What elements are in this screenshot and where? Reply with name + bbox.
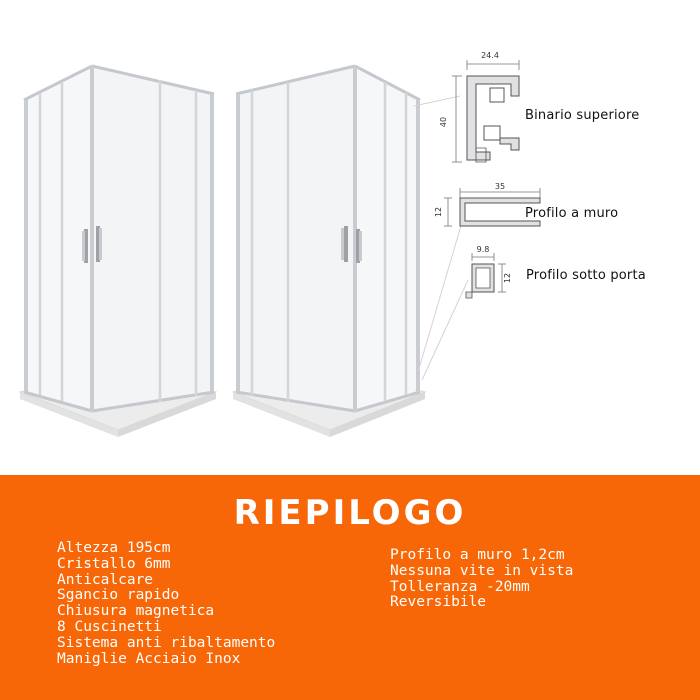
feature-item: Profilo a muro 1,2cm: [390, 547, 565, 563]
feature-item: Cristallo 6mm: [57, 555, 171, 572]
feature-item: Nessuna vite in vista: [390, 562, 574, 579]
leader-lines: [414, 96, 468, 380]
top-rail-profile-drawing: [452, 60, 519, 162]
top-rail-height-dim: 40: [439, 116, 448, 128]
feature-item: Sistema anti ribaltamento: [57, 634, 276, 651]
summary-title: RIEPILOGO: [233, 493, 467, 533]
door-bottom-profile-width-dim: 9.8: [476, 245, 490, 254]
feature-item: Maniglie Acciaio Inox: [57, 650, 241, 667]
feature-item: Anticalcare: [57, 571, 154, 588]
summary-banner: [0, 475, 700, 700]
feature-item: Altezza 195cm: [57, 540, 171, 556]
feature-item: Tolleranza -20mm: [390, 578, 530, 595]
wall-profile-height-dim: 12: [434, 206, 443, 218]
door-bottom-profile-drawing: [466, 253, 506, 298]
feature-item: Chiusura magnetica: [57, 603, 215, 620]
feature-item: 8 Cuscinetti: [57, 618, 162, 635]
wall-profile-label: Profilo a muro: [525, 206, 619, 221]
summary-features-left: [57, 541, 275, 667]
feature-item: Sgancio rapido: [57, 587, 180, 604]
door-bottom-profile-height-dim: 12: [503, 272, 512, 284]
wall-profile-width-dim: 35: [494, 182, 506, 191]
door-bottom-profile-label: Profilo sotto porta: [526, 268, 646, 283]
shower-enclosure-right: [233, 66, 425, 437]
top-rail-label: Binario superiore: [525, 108, 640, 123]
top-rail-width-dim: 24.4: [481, 51, 499, 60]
shower-enclosure-left: [20, 66, 216, 437]
summary-features-right: [390, 548, 573, 611]
feature-item: Reversibile: [390, 594, 487, 611]
